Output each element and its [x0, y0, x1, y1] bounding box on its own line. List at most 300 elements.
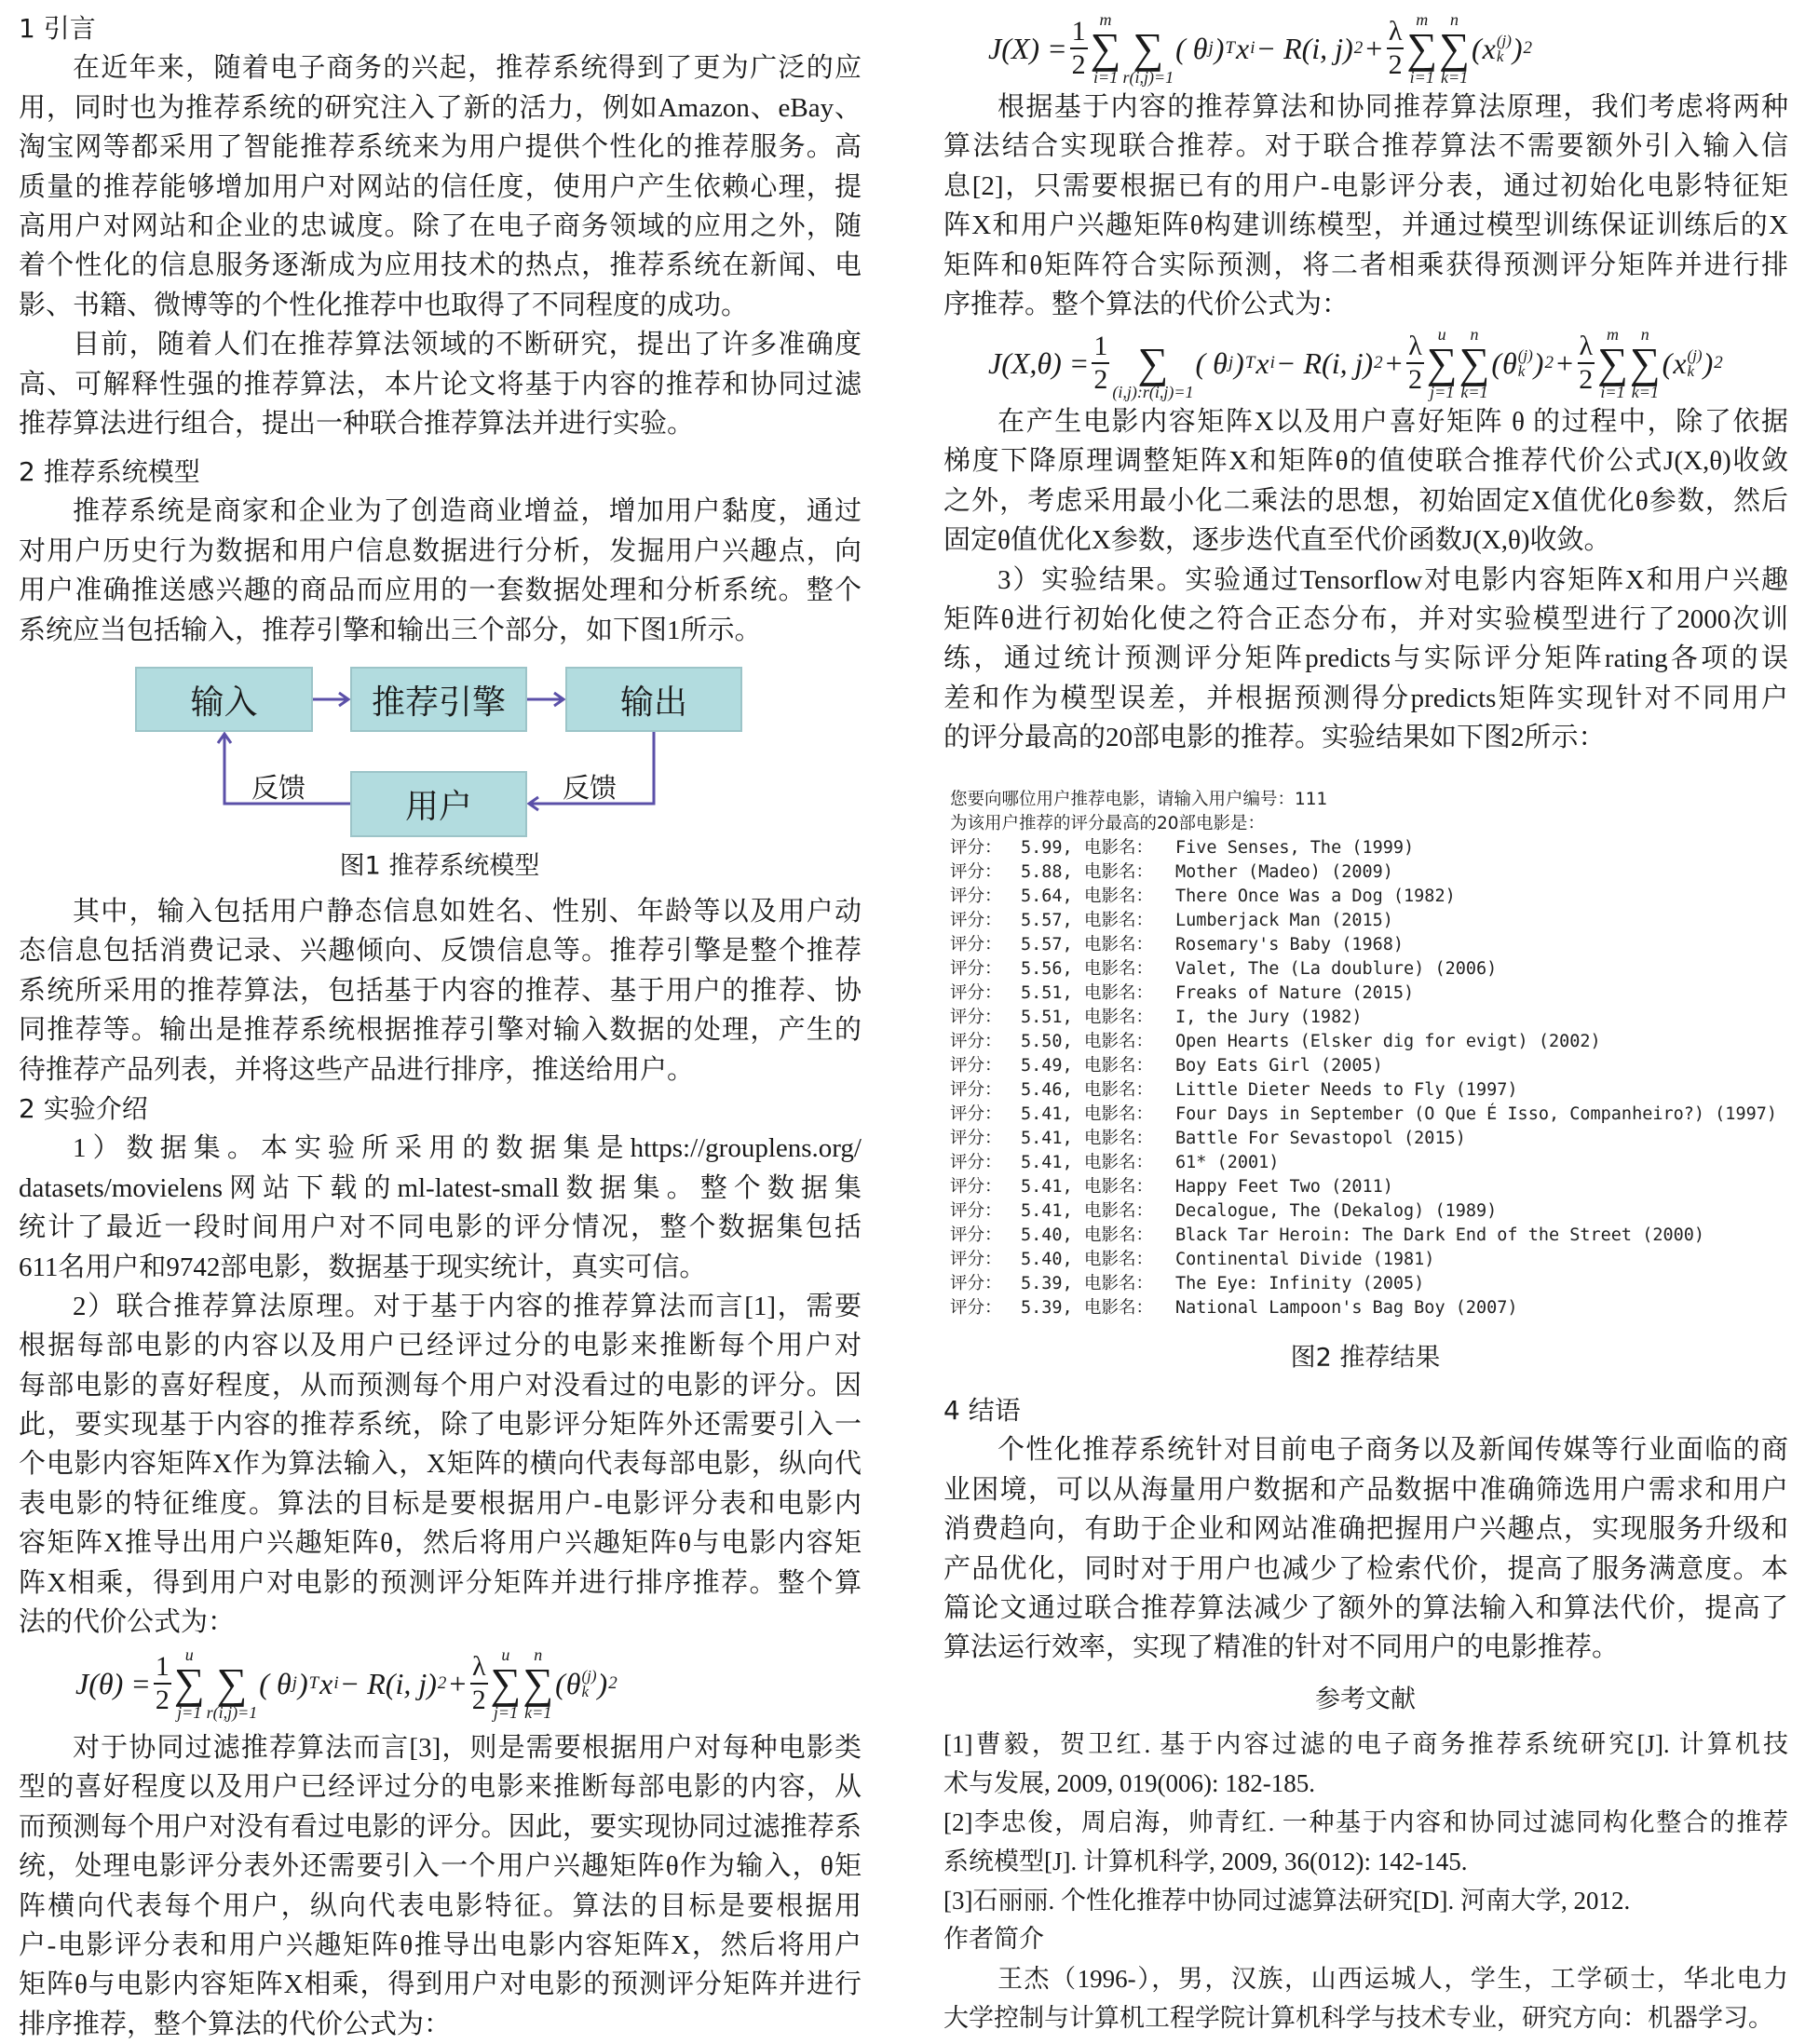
sum-lower-limit: k=1 [524, 1703, 552, 1722]
score-value: 5.57, [1021, 911, 1073, 930]
recommendation-row [950, 933, 1788, 957]
variable-superscript: (j) [1687, 346, 1703, 364]
text-line: 其中，输入包括用户静态信息如姓名、性别、年龄等以及用户动 [73, 897, 862, 927]
text-line: 系统模型[J]. 计算机科学, 2009, 36(012): 142-145. [943, 1848, 1468, 1875]
movie-title: Little Dieter Needs to Fly (1997) [1175, 1080, 1518, 1100]
text-line: 高、可解释性强的推荐算法，本片论文将基于内容的推荐和协同过滤 [19, 369, 862, 399]
sum-lower-limit: k=1 [1460, 383, 1488, 401]
formula-summation [174, 1646, 205, 1721]
variable-subscript: k [1496, 47, 1504, 65]
recommendation-row [950, 909, 1788, 933]
score-value: 5.41, [1021, 1201, 1073, 1221]
text-line: 淘宝网等都采用了智能推荐系统来为用户提供个性化的推荐服务。高 [19, 132, 862, 163]
text-line: 型的喜好程度以及用户已经评过分的电影来推断每部电影的内容，从 [19, 1772, 862, 1803]
score-label: 评分： [950, 1250, 1002, 1269]
formula-term: ) [1512, 31, 1523, 65]
formula-term: + [1383, 345, 1405, 380]
text-line: 推荐系统是商家和企业为了创造商业增益，增加用户黏度，通过 [73, 496, 862, 527]
text-line: 系统应当包括输入，推荐引擎和输出三个部分，如下图1所示。 [19, 615, 762, 645]
references-title: 参考文献 [1315, 1685, 1416, 1714]
formula-term: − R(i, j) [1255, 31, 1353, 65]
formula-superscript: T [308, 1673, 319, 1693]
sigma-symbol: ∑ [1137, 339, 1169, 386]
sum-upper-limit: m [1606, 325, 1619, 344]
text-line: 用，同时也为推荐系统的研究注入了新的活力，例如Amazon、eBay、 [19, 92, 862, 123]
score-value: 5.51, [1021, 983, 1073, 1003]
text-line: 个电影内容矩阵X作为算法输入，X矩阵的横向代表每部电影，纵向代 [19, 1449, 862, 1480]
score-value: 5.41, [1021, 1129, 1073, 1148]
score-label: 评分： [950, 1201, 1002, 1221]
formula-term: + [1554, 345, 1575, 380]
text-line: 篇论文通过联合推荐算法减少了额外的算法输入和算法代价，提高了 [943, 1592, 1788, 1623]
text-line: 系统所采用的推荐算法，包括基于内容的推荐、基于用户的推荐、协 [19, 975, 862, 1006]
figure1-caption: 图1 推荐系统模型 [339, 851, 540, 881]
section-collaborative-filtering [19, 1728, 862, 2044]
score-value: 5.41, [1021, 1153, 1073, 1172]
formula-superscript: 2 [608, 1673, 618, 1693]
variable-superscript: (j) [1517, 346, 1533, 364]
recommendation-row [950, 1127, 1788, 1151]
score-value: 5.39, [1021, 1274, 1073, 1293]
text-line: 对用户历史行为数据和用户信息数据进行分析，发掘用户兴趣点，向 [19, 535, 862, 566]
fraction-denominator: 2 [155, 1685, 170, 1715]
score-value: 5.39, [1021, 1298, 1073, 1318]
section-heading: 作者简介 [943, 1925, 1044, 1954]
movie-label: 电影名： [1084, 1177, 1154, 1197]
sum-lower-limit: j=1 [177, 1703, 202, 1722]
fraction-denominator: 2 [1407, 364, 1422, 395]
recommendation-row [950, 1151, 1788, 1175]
text-line: 每部电影的喜好程度，从而预测每个用户对没看过的电影的评分。因 [19, 1370, 862, 1401]
movie-title: Black Tar Heroin: The Dark End of the Street (2000) [1175, 1225, 1705, 1245]
sum-lower-limit: j=1 [1430, 383, 1455, 401]
movie-title: Boy Eats Girl (2005) [1175, 1056, 1383, 1076]
sigma-symbol: ∑ [1133, 24, 1164, 72]
formula-fraction [1092, 332, 1109, 394]
text-line: 大学控制与计算机工程学院计算机科学与技术专业，研究方向：机器学习。 [943, 2004, 1773, 2032]
sum-lower-limit: r(i,j)=1 [1122, 68, 1174, 87]
recommendation-row [950, 1296, 1788, 1320]
sigma-symbol: ∑ [1459, 339, 1490, 386]
movie-label: 电影名： [1084, 1153, 1154, 1172]
text-line: 表电影的特征维度。算法的目标是要根据用户-电影评分表和电影内 [19, 1488, 862, 1519]
recommendation-row [950, 1248, 1788, 1272]
diagram-label-feedback-right: 反馈 [563, 774, 618, 804]
score-value: 5.56, [1021, 959, 1073, 979]
score-label: 评分： [950, 1032, 1002, 1051]
console-rows [950, 836, 1788, 1320]
formula-fraction [1070, 18, 1088, 79]
fraction-numerator: λ [1387, 18, 1405, 49]
text-line: 练，通过统计预测评分矩阵predicts与实际评分矩阵rating各项的误 [943, 643, 1788, 674]
formula-superscript: i [1269, 353, 1275, 372]
sum-upper-limit: n [1470, 325, 1479, 344]
movie-title: 61* (2001) [1175, 1153, 1280, 1172]
formula-term: ( θ [259, 1666, 292, 1700]
movie-label: 电影名： [1084, 887, 1154, 906]
score-label: 评分： [950, 911, 1002, 930]
fraction-denominator: 2 [471, 1685, 486, 1715]
recommendation-row [950, 1199, 1788, 1224]
text-line: 法的代价公式为： [19, 1607, 236, 1638]
text-line: 业困境，可以从海量用户数据和产品数据中准确筛选用户需求和用户 [943, 1474, 1788, 1505]
formula-superscript: 2 [1353, 38, 1364, 58]
formula-fraction [470, 1653, 488, 1714]
text-line: 统，处理电影评分表外还需要引入一个用户兴趣矩阵θ作为输入，θ矩 [19, 1851, 862, 1882]
diagram-box-user: 用户 [350, 771, 527, 837]
formula-superscript: 2 [1714, 353, 1723, 372]
text-line: 王杰（1996-），男，汉族，山西运城人，学生，工学硕士，华北电力 [998, 1965, 1788, 1993]
sigma-symbol: ∑ [1629, 339, 1661, 386]
section-system-model [19, 453, 862, 650]
arrowhead [218, 734, 231, 743]
recommendation-row [950, 981, 1788, 1006]
formula-term: ( θ [1175, 31, 1208, 65]
text-line: [2]李忠俊，周启海，帅青红. 一种基于内容和协同过滤同构化整合的推荐 [943, 1808, 1788, 1836]
sigma-symbol: ∑ [1439, 24, 1470, 72]
text-line: 质量的推荐能够增加用户对网站的信任度，使用户产生依赖心理，提 [19, 171, 862, 202]
sigma-symbol: ∑ [1406, 24, 1438, 72]
formula-summation [491, 1646, 522, 1721]
formula-term: ( [1471, 31, 1482, 65]
text-line: 着个性化的信息服务逐渐成为应用技术的热点，推荐系统在新闻、电 [19, 250, 862, 281]
score-value: 5.40, [1021, 1225, 1073, 1245]
text-line: 1）数据集。本实验所采用的数据集是https://grouplens.org/ [73, 1133, 862, 1164]
formula-summation [1091, 11, 1121, 86]
arrowhead [529, 797, 538, 810]
section-heading: 2 实验介绍 [19, 1092, 148, 1124]
section-conclusion [943, 1391, 1788, 1668]
score-label: 评分： [950, 959, 1002, 979]
formula-superscript: j [1228, 353, 1234, 372]
sum-upper-limit: n [1450, 10, 1459, 29]
movie-label: 电影名： [1084, 838, 1154, 858]
sum-upper-limit: n [1640, 325, 1649, 344]
console-header: 为该用户推荐的评分最高的20部电影是： [950, 814, 1266, 833]
movie-title: Mother (Madeo) (2009) [1175, 862, 1393, 882]
sum-upper-limit: m [1416, 10, 1429, 29]
recommendation-row [950, 1030, 1788, 1054]
fraction-numerator: 1 [1092, 332, 1109, 364]
formula-term: ) [1703, 345, 1714, 380]
movie-label: 电影名： [1084, 1008, 1154, 1027]
variable-base: θ [565, 1666, 581, 1700]
formula-summation [207, 1646, 258, 1721]
text-line: 的评分最高的20部电影的推荐。实验结果如下图2所示： [943, 723, 1606, 753]
formula-term: ) [1214, 31, 1225, 65]
movie-title: Freaks of Nature (2015) [1175, 983, 1415, 1003]
sigma-symbol: ∑ [1597, 339, 1628, 386]
movie-title: Battle For Sevastopol (2015) [1175, 1129, 1466, 1148]
score-label: 评分： [950, 838, 1002, 858]
formula-j-theta [75, 1646, 618, 1721]
fraction-denominator: 2 [1071, 49, 1086, 80]
movie-label: 电影名： [1084, 1298, 1154, 1318]
variable-indices [1497, 33, 1512, 64]
movie-label: 电影名： [1084, 1225, 1154, 1245]
sum-upper-limit: n [534, 1645, 543, 1664]
variable-subscript: k [1517, 362, 1526, 380]
formula-summation [1122, 11, 1174, 86]
score-label: 评分： [950, 983, 1002, 1003]
formula-superscript: 2 [437, 1673, 447, 1693]
formula-term: + [447, 1666, 468, 1700]
formula-superscript: T [1244, 353, 1255, 372]
movie-title: National Lampoon's Bag Boy (2007) [1175, 1298, 1518, 1318]
sum-lower-limit: k=1 [1631, 383, 1659, 401]
section-heading: 1 引言 [19, 13, 96, 44]
fraction-denominator: 2 [1579, 364, 1594, 395]
formula-term: ) [597, 1666, 608, 1700]
movie-title: Open Hearts (Elsker dig for evigt) (2002) [1175, 1032, 1601, 1051]
formula-term: x [1255, 345, 1269, 380]
sum-lower-limit: r(i,j)=1 [206, 1703, 258, 1722]
recommendation-row [950, 1006, 1788, 1030]
formula-summation [1439, 11, 1470, 86]
figure2-caption: 图2 推荐结果 [1290, 1343, 1441, 1373]
sum-lower-limit: i=1 [1092, 68, 1119, 87]
formula-summation [1597, 326, 1628, 400]
variable-indices [1518, 347, 1533, 379]
score-value: 5.64, [1021, 887, 1073, 906]
score-value: 5.46, [1021, 1080, 1073, 1100]
movie-label: 电影名： [1084, 959, 1154, 979]
sigma-symbol: ∑ [1426, 339, 1458, 386]
variable-indices [582, 1668, 597, 1699]
formula-superscript: i [333, 1673, 339, 1693]
recommendation-row [950, 1078, 1788, 1103]
movie-title: Decalogue, The (Dekalog) (1989) [1175, 1201, 1498, 1221]
variable-indices [1688, 347, 1703, 379]
text-line: 态信息包括消费记录、兴趣倾向、反馈信息等。推荐引擎是整个推荐 [19, 936, 862, 967]
formula-indexed-variable [566, 1667, 597, 1701]
sum-upper-limit: u [1437, 325, 1446, 344]
score-value: 5.99, [1021, 838, 1073, 858]
formula-term: J(θ) = [75, 1666, 151, 1700]
variable-subscript: k [1687, 362, 1695, 380]
sigma-symbol: ∑ [1090, 24, 1121, 72]
score-label: 评分： [950, 1129, 1002, 1148]
text-line: 根据每部电影的内容以及用户已经评过分的电影来推断每个用户对 [19, 1331, 862, 1361]
formula-indexed-variable [1483, 32, 1512, 66]
text-line: 待推荐产品列表，并将这些产品进行排序，推送给用户。 [19, 1054, 695, 1085]
score-label: 评分： [950, 1225, 1002, 1245]
text-line: datasets/movielens网站下载的ml-latest-small数据集。整个数据集 [19, 1172, 862, 1203]
sum-lower-limit: i=1 [1600, 383, 1625, 401]
text-line: 排序推荐，整个算法的代价公式为： [19, 2009, 452, 2039]
text-line: 算法运行效率，实现了精准的针对不同用户的电影推荐。 [943, 1632, 1620, 1663]
formula-superscript: 2 [1523, 38, 1533, 58]
score-label: 评分： [950, 862, 1002, 882]
section-training-results [943, 402, 1788, 758]
text-line: 611名用户和9742部电影，数据基于现实统计，真实可信。 [19, 1252, 707, 1282]
movie-label: 电影名： [1084, 1080, 1154, 1100]
score-label: 评分： [950, 1153, 1002, 1172]
sigma-symbol: ∑ [522, 1659, 554, 1707]
movie-title: Five Senses, The (1999) [1175, 838, 1415, 858]
text-line: 阵横向代表每个用户，纵向代表电影特征。算法的目标是要根据用 [19, 1890, 862, 1921]
movie-title: Four Days in September (O Que É Isso, Companheiro?) (1997) [1175, 1104, 1778, 1124]
text-line: 同推荐等。输出是推荐系统根据推荐引擎对输入数据的处理，产生的 [19, 1015, 862, 1046]
text-line: 目前，随着人们在推荐算法领域的不断研究，提出了许多准确度 [73, 330, 862, 360]
text-line: 高用户对网站和企业的忠诚度。除了在电子商务领域的应用之外，随 [19, 210, 862, 241]
movie-title: Lumberjack Man (2015) [1175, 911, 1393, 930]
formula-summation [522, 1646, 553, 1721]
text-line: 梯度下降原理调整矩阵X和矩阵θ的值使联合推荐代价公式J(X,θ)收敛 [943, 446, 1788, 477]
sum-upper-limit: m [1099, 10, 1112, 29]
sum-upper-limit: u [501, 1645, 510, 1664]
formula-summation [1630, 326, 1661, 400]
fraction-numerator: 1 [1070, 18, 1088, 49]
figure2-console-output [950, 788, 1788, 1320]
formula-term: − R(i, j) [339, 1666, 437, 1700]
formula-term: J(X,θ) = [988, 345, 1090, 380]
fraction-numerator: λ [1578, 332, 1595, 364]
text-line: 产品优化，同时对于用户也减少了检索代价，提高了服务满意度。本 [943, 1553, 1788, 1584]
text-line: 阵X和用户兴趣矩阵θ构建训练模型，并通过模型训练保证训练后的X [943, 210, 1788, 241]
text-line: [3]石丽丽. 个性化推荐中协同过滤算法研究[D]. 河南大学, 2012. [943, 1887, 1631, 1915]
movie-title: Continental Divide (1981) [1175, 1250, 1435, 1269]
movie-label: 电影名： [1084, 1250, 1154, 1269]
score-label: 评分： [950, 1080, 1002, 1100]
text-line: 对于协同过滤推荐算法而言[3]，则是需要根据用户对每种电影类 [73, 1733, 862, 1763]
formula-term: x [1236, 31, 1250, 65]
references-list [943, 1725, 1788, 2037]
movie-label: 电影名： [1084, 935, 1154, 954]
fraction-numerator: 1 [154, 1653, 171, 1685]
formula-summation [1427, 326, 1458, 400]
formula-summation [1112, 326, 1193, 400]
movie-label: 电影名： [1084, 1032, 1154, 1051]
score-value: 5.41, [1021, 1177, 1073, 1197]
arrowhead [554, 693, 563, 706]
formula-term: ( [555, 1666, 565, 1700]
fraction-numerator: λ [1406, 332, 1424, 364]
formula-superscript: i [1250, 38, 1255, 58]
diagram-box-input: 输入 [135, 667, 313, 732]
sum-lower-limit: j=1 [493, 1703, 518, 1722]
text-line: 算法结合实现联合推荐。对于联合推荐算法不需要额外引入输入信 [943, 131, 1788, 162]
movie-title: Rosemary's Baby (1968) [1175, 935, 1405, 954]
formula-term: ) [1234, 345, 1244, 380]
arrowhead [339, 693, 348, 706]
score-label: 评分： [950, 1298, 1002, 1318]
recommendation-row [950, 957, 1788, 981]
score-label: 评分： [950, 1274, 1002, 1293]
section-joint-recommendation [943, 88, 1788, 324]
section-experiment [19, 892, 862, 1642]
text-line: 影、书籍、微博等的个性化推荐中也取得了不同程度的成功。 [19, 290, 749, 320]
movie-label: 电影名： [1084, 1129, 1154, 1148]
sum-lower-limit: k=1 [1440, 68, 1469, 87]
recommendation-row [950, 1224, 1788, 1248]
formula-summation [1459, 326, 1490, 400]
score-value: 5.88, [1021, 862, 1073, 882]
text-line: 而预测每个用户对没有看过电影的评分。因此，要实现协同过滤推荐系 [19, 1811, 862, 1842]
formula-fraction [154, 1653, 171, 1714]
text-line: 统计了最近一段时间用户对不同电影的评分情况，整个数据集包括 [19, 1212, 862, 1243]
score-value: 5.50, [1021, 1032, 1073, 1051]
text-line: 矩阵θ与电影内容矩阵X相乘，得到用户对电影的预测评分矩阵并进行 [19, 1970, 862, 2000]
text-line: 息[2]，只需要根据已有的用户-电影评分表，通过初始化电影特征矩 [943, 170, 1788, 201]
section-heading: 2 推荐系统模型 [19, 456, 200, 487]
text-line: 3）实验结果。实验通过Tensorflow对电影内容矩阵X和用户兴趣 [998, 564, 1788, 595]
formula-fraction [1578, 332, 1595, 394]
text-line: 户-电影评分表和用户兴趣矩阵θ推导出电影内容矩阵X，然后将用户 [19, 1929, 862, 1960]
recommendation-row [950, 1175, 1788, 1199]
formula-term: ( [1491, 345, 1502, 380]
formula-superscript: j [292, 1673, 297, 1693]
text-line: 2）联合推荐算法原理。对于基于内容的推荐算法而言[1]，需要 [73, 1291, 862, 1321]
movie-label: 电影名： [1084, 1201, 1154, 1221]
recommendation-row [950, 1103, 1788, 1127]
sum-lower-limit: (i,j):r(i,j)=1 [1112, 383, 1194, 401]
formula-term: ) [1533, 345, 1544, 380]
score-label: 评分： [950, 887, 1002, 906]
movie-label: 电影名： [1084, 1274, 1154, 1293]
formula-term: J(X) = [988, 31, 1067, 65]
text-line: 在近年来，随着电子商务的兴起，推荐系统得到了更为广泛的应 [73, 53, 862, 84]
formula-superscript: 2 [1374, 353, 1383, 372]
text-line: 序推荐。整个算法的代价公式为： [943, 289, 1350, 319]
movie-title: The Eye: Infinity (2005) [1175, 1274, 1425, 1293]
movie-title: Valet, The (La doublure) (2006) [1175, 959, 1498, 979]
text-line: 矩阵θ进行初始化使之符合正态分布，并对实验模型进行了2000次训 [943, 603, 1788, 634]
sum-lower-limit: i=1 [1409, 68, 1434, 87]
formula-j-x-theta [987, 326, 1723, 400]
formula-term: ) [297, 1666, 308, 1700]
formula-term: − R(i, j) [1275, 345, 1374, 380]
diagram-label-feedback-left: 反馈 [251, 774, 306, 804]
diagram-box-output: 输出 [565, 667, 742, 732]
movie-title: Happy Feet Two (2011) [1175, 1177, 1393, 1197]
formula-term: ( [1662, 345, 1673, 380]
movie-label: 电影名： [1084, 862, 1154, 882]
sigma-symbol: ∑ [173, 1659, 205, 1707]
text-line: 推荐算法进行组合，提出一种联合推荐算法并进行实验。 [19, 408, 695, 439]
formula-superscript: T [1225, 38, 1235, 58]
variable-base: x [1482, 31, 1496, 65]
variable-superscript: (j) [1496, 32, 1512, 49]
formula-term: x [319, 1666, 333, 1700]
text-line: 阵X相乘，得到用户对电影的预测评分矩阵并进行排序推荐。整个算 [19, 1567, 862, 1598]
diagram-box-engine: 推荐引擎 [350, 667, 527, 732]
console-prompt: 您要向哪位用户推荐电影，请输入用户编号：111 [950, 790, 1328, 809]
text-line: 容矩阵X推导出用户兴趣矩阵θ，然后将用户兴趣矩阵θ与电影内容矩 [19, 1528, 862, 1559]
recommendation-row [950, 1054, 1788, 1078]
variable-base: θ [1502, 345, 1517, 380]
fraction-denominator: 2 [1093, 364, 1108, 395]
sigma-symbol: ∑ [216, 1659, 248, 1707]
text-line: 在产生电影内容矩阵X以及用户喜好矩阵 θ 的过程中，除了依据 [998, 407, 1788, 437]
variable-subscript: k [581, 1683, 590, 1700]
movie-label: 电影名： [1084, 911, 1154, 930]
text-line: 消费趋向，有助于企业和网站准确把握用户兴趣点，实现服务升级和 [943, 1514, 1788, 1545]
text-line: 差和作为模型误差，并根据预测得分predicts矩阵实现针对不同用户 [943, 683, 1788, 713]
section-heading: 4 结语 [943, 1395, 1021, 1426]
movie-label: 电影名： [1084, 1056, 1154, 1076]
formula-summation [1406, 11, 1437, 86]
formula-term: ( θ [1195, 345, 1228, 380]
sum-upper-limit: u [184, 1645, 194, 1664]
text-line: 此，要实现基于内容的推荐系统，除了电影评分矩阵外还需要引入一 [19, 1410, 862, 1441]
recommendation-row [950, 860, 1788, 885]
score-label: 评分： [950, 1177, 1002, 1197]
fraction-numerator: λ [470, 1653, 488, 1685]
score-label: 评分： [950, 1008, 1002, 1027]
formula-j-x [987, 11, 1532, 86]
sigma-symbol: ∑ [490, 1659, 522, 1707]
